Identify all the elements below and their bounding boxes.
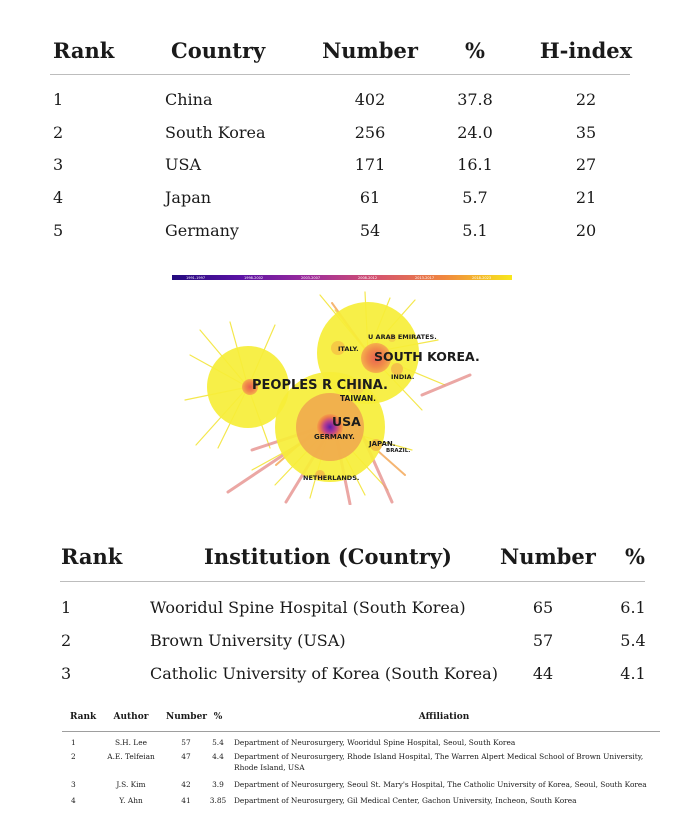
cell-author: A.E. Telfeian [107, 752, 155, 761]
network-svg [160, 270, 520, 505]
cell-institution: Wooridul Spine Hospital (South Korea) [150, 598, 466, 617]
label-taiwan: TAIWAN. [340, 394, 376, 403]
cell-h-index: 20 [575, 220, 597, 240]
header-affiliation: Affiliation [418, 712, 470, 722]
cell-h-index: 35 [575, 122, 597, 142]
country-collaboration-network [160, 270, 520, 505]
header-number: Number [166, 712, 208, 722]
header-h-index: H-index [539, 38, 633, 63]
institutions-table-header [60, 540, 645, 582]
cell-rank: 4 [71, 796, 76, 805]
cell-rank: 1 [53, 90, 64, 109]
cell-percent: 4.4 [212, 752, 224, 761]
cell-h-index: 22 [575, 90, 597, 109]
cell-author: Y. Ahn [119, 796, 143, 805]
cell-number: 42 [181, 780, 191, 789]
cell-h-index: 27 [575, 155, 597, 175]
cell-author: J.S. Kim [116, 780, 146, 789]
timeline-label: 1991-1997 [186, 276, 206, 281]
cell-percent: 3.85 [209, 796, 227, 805]
cell-affiliation: Department of Neurosurgery, Rhode Island Hospital, The Warren Alpert Medical School of Brown University, Rhode Island, USA [234, 752, 644, 772]
header-rank: Rank [53, 38, 115, 63]
cell-rank: 2 [71, 752, 76, 761]
header-number: Number [500, 544, 596, 569]
cell-number: 171 [354, 155, 386, 175]
cell-rank: 2 [61, 631, 72, 650]
label-netherlands: NETHERLANDS. [303, 474, 360, 482]
cell-author: S.H. Lee [115, 738, 147, 747]
cell-percent: 6.1 [620, 598, 646, 617]
countries-table-header [50, 30, 633, 75]
timeline-label: 2008-2012 [358, 276, 378, 281]
cell-country: Japan [165, 188, 212, 208]
table-row [60, 591, 645, 624]
header-institution: Institution (Country) [204, 544, 452, 569]
cell-rank: 1 [71, 738, 76, 747]
countries-table [50, 30, 633, 247]
header-number: Number [322, 38, 418, 63]
cell-number: 47 [181, 752, 191, 761]
cell-rank: 5 [53, 220, 64, 240]
cell-number: 41 [181, 796, 191, 805]
header-country: Country [171, 38, 266, 63]
label-germany: GERMANY. [314, 433, 355, 441]
table-row [50, 84, 630, 117]
label-arab-emirates: U ARAB EMIRATES. [368, 333, 437, 341]
cell-rank: 3 [61, 664, 72, 683]
cell-institution: Catholic University of Korea (South Korea) [150, 664, 498, 683]
header-percent: % [625, 544, 645, 569]
cell-affiliation: Department of Neurosurgery, Wooridul Spine Hospital, Seoul, South Korea [234, 738, 516, 747]
cell-number: 402 [354, 90, 386, 109]
header-rank: Rank [61, 544, 123, 569]
cell-percent: 3.9 [212, 780, 224, 789]
cell-percent: 4.1 [620, 664, 646, 683]
authors-table-header [62, 707, 660, 732]
cell-affiliation: Department of Neurosurgery, Gil Medical Center, Gachon University, Incheon, South Korea [234, 796, 577, 805]
cell-rank: 2 [53, 122, 64, 142]
table-row [60, 657, 645, 690]
timeline-label: 2013-2017 [415, 276, 435, 281]
cell-percent: 16.1 [457, 155, 493, 175]
cell-number: 57 [532, 631, 554, 650]
table-row [62, 751, 660, 779]
timeline-legend [172, 275, 512, 280]
header-percent: % [465, 38, 485, 63]
label-china: PEOPLES R CHINA. [252, 378, 388, 393]
cell-percent: 5.4 [212, 738, 224, 747]
cell-country: South Korea [165, 122, 266, 142]
label-brazil: BRAZIL. [386, 448, 411, 454]
authors-table [62, 707, 660, 809]
label-south-korea: SOUTH KOREA. [374, 349, 480, 364]
cell-affiliation: Department of Neurosurgery, Seoul St. Mary's Hospital, The Catholic University of Korea, Seoul, South Korea [234, 780, 647, 789]
cell-number: 61 [359, 188, 381, 208]
table-row [50, 182, 630, 215]
label-japan: JAPAN. [369, 440, 396, 448]
cell-number: 256 [354, 122, 386, 142]
table-row [50, 149, 630, 182]
table-row [50, 215, 630, 248]
cell-percent: 5.4 [620, 631, 646, 650]
cell-number: 54 [359, 220, 381, 240]
cell-number: 44 [532, 664, 554, 683]
timeline-label: 2003-2007 [301, 276, 321, 281]
cell-h-index: 21 [575, 188, 597, 208]
table-row [60, 624, 645, 657]
cell-percent: 24.0 [457, 122, 493, 142]
institutions-table [60, 540, 645, 690]
label-usa: USA [332, 414, 361, 429]
table-row [62, 737, 660, 751]
timeline-label: 2018-2023 [472, 276, 492, 281]
cell-number: 57 [181, 738, 191, 747]
cell-rank: 1 [61, 598, 72, 617]
cell-number: 65 [532, 598, 554, 617]
header-rank: Rank [70, 712, 97, 722]
cell-rank: 4 [53, 188, 64, 208]
label-italy: ITALY. [338, 345, 359, 353]
cell-rank: 3 [71, 780, 76, 789]
timeline-gradient-bar [172, 275, 512, 280]
label-india: INDIA. [391, 373, 415, 381]
cell-percent: 5.7 [462, 188, 488, 208]
table-row [50, 117, 630, 150]
table-row [62, 779, 660, 795]
cell-country: Germany [165, 220, 239, 240]
cell-percent: 5.1 [462, 220, 488, 240]
cell-country: China [165, 90, 213, 109]
cell-institution: Brown University (USA) [150, 631, 346, 650]
cell-percent: 37.8 [457, 90, 493, 109]
header-author: Author [113, 712, 149, 722]
timeline-label: 1998-2002 [244, 276, 264, 281]
cell-country: USA [165, 155, 201, 175]
cell-rank: 3 [53, 155, 64, 175]
table-row [62, 795, 660, 809]
header-percent: % [213, 712, 223, 722]
